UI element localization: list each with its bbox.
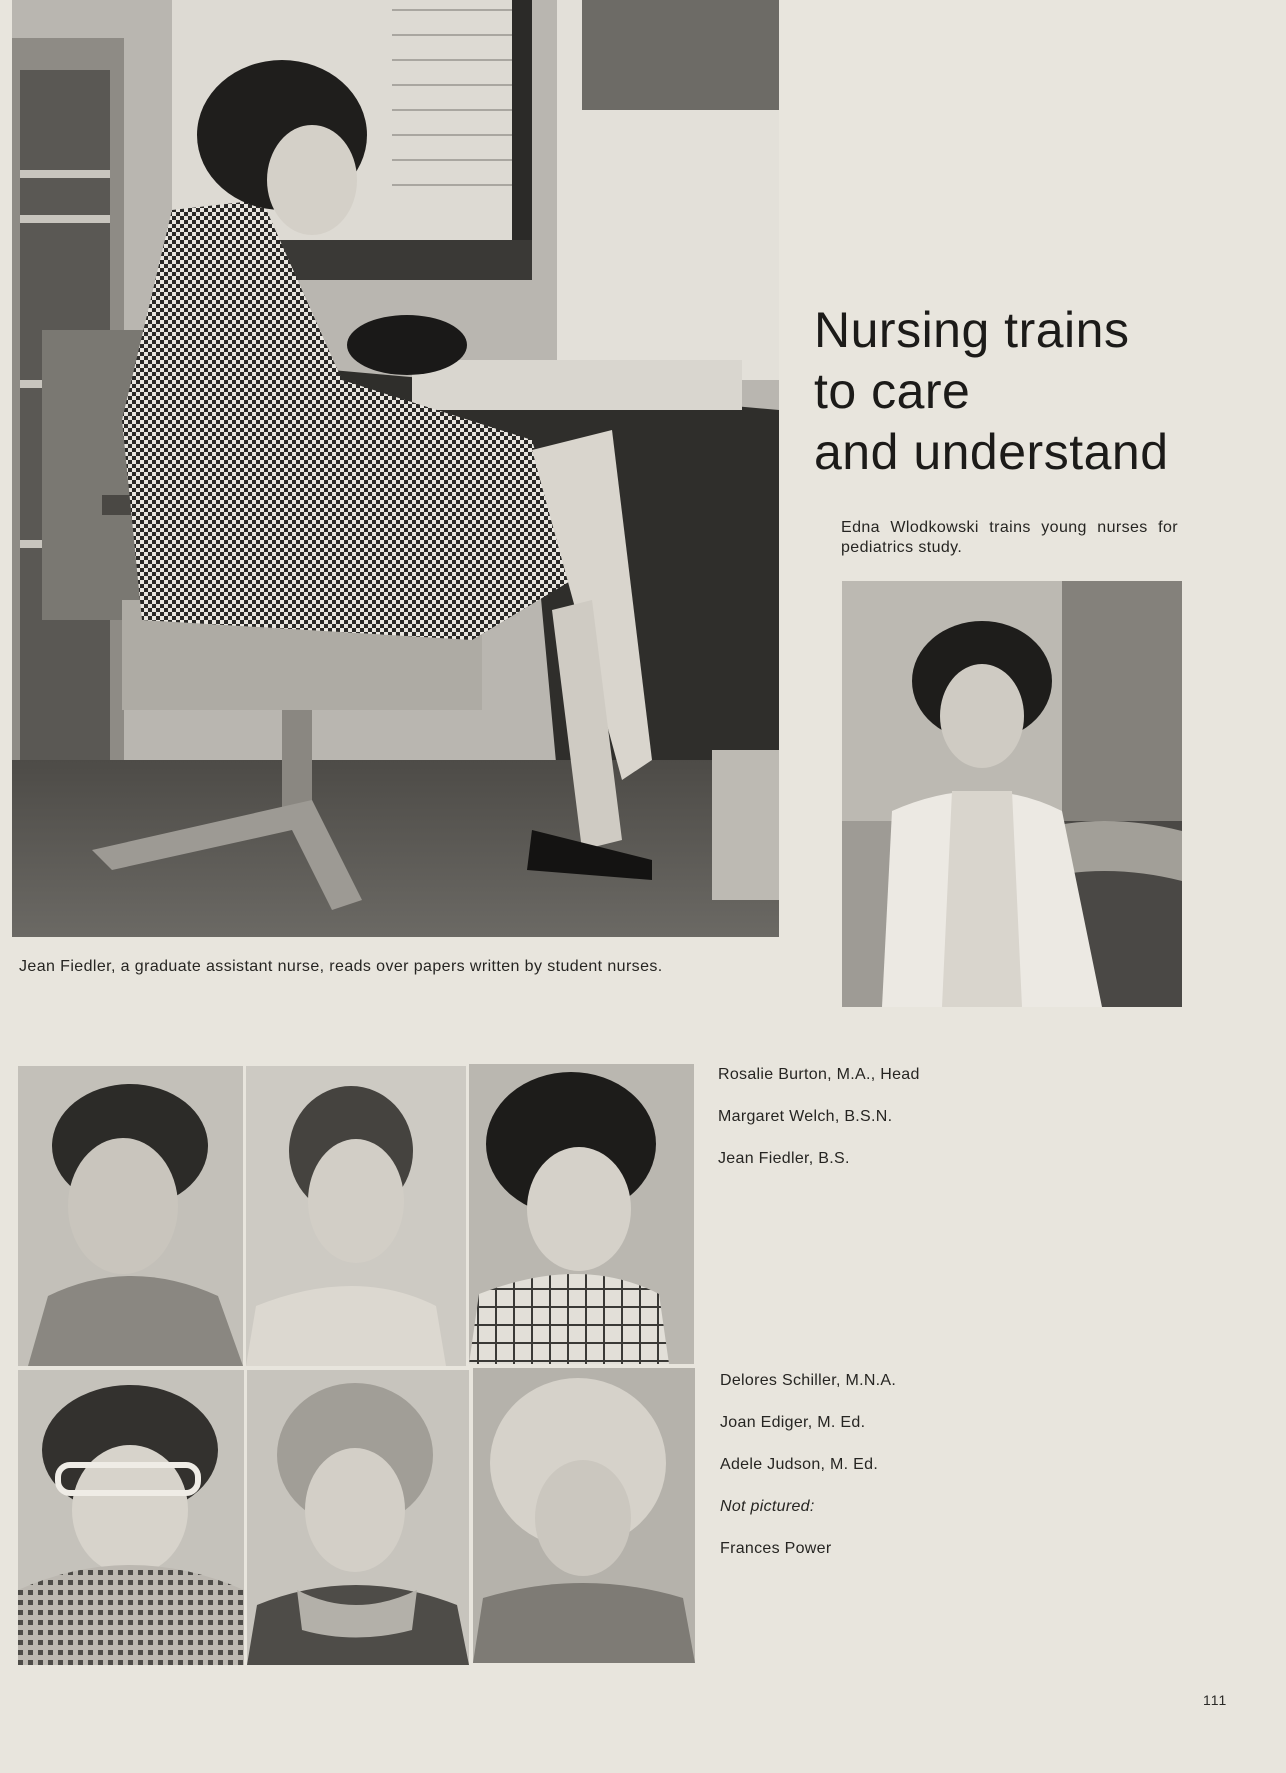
page-headline (814, 300, 1254, 483)
not-pictured-label: Not pictured: (720, 1498, 815, 1515)
headline-line: Nursing trains (814, 302, 1130, 358)
main-photo-caption: Jean Fiedler, a graduate assistant nurse, reads over papers written by student nurses. (19, 958, 663, 975)
secondary-photo-caption: Edna Wlodkowski trains young nurses for pediatrics study. (841, 519, 1178, 556)
portrait (18, 1066, 243, 1366)
faculty-name: Margaret Welch, B.S.N. (718, 1108, 893, 1125)
secondary-photo (842, 581, 1182, 1007)
portrait (247, 1370, 469, 1665)
main-photo (12, 0, 779, 937)
headline-line: and understand (814, 424, 1169, 480)
faculty-name: Adele Judson, M. Ed. (720, 1456, 879, 1473)
faculty-name: Rosalie Burton, M.A., Head (718, 1066, 920, 1083)
page-number: 111 (1203, 1692, 1228, 1708)
portrait (246, 1066, 466, 1366)
portrait (18, 1370, 244, 1665)
faculty-name: Delores Schiller, M.N.A. (720, 1372, 897, 1389)
portrait (473, 1368, 695, 1663)
faculty-name: Joan Ediger, M. Ed. (720, 1414, 866, 1431)
faculty-names-bottom (720, 1371, 896, 1581)
faculty-names-top (718, 1065, 920, 1191)
portrait (469, 1064, 694, 1364)
not-pictured-name: Frances Power (720, 1540, 832, 1557)
faculty-name: Jean Fiedler, B.S. (718, 1150, 850, 1167)
headline-line: to care (814, 363, 971, 419)
